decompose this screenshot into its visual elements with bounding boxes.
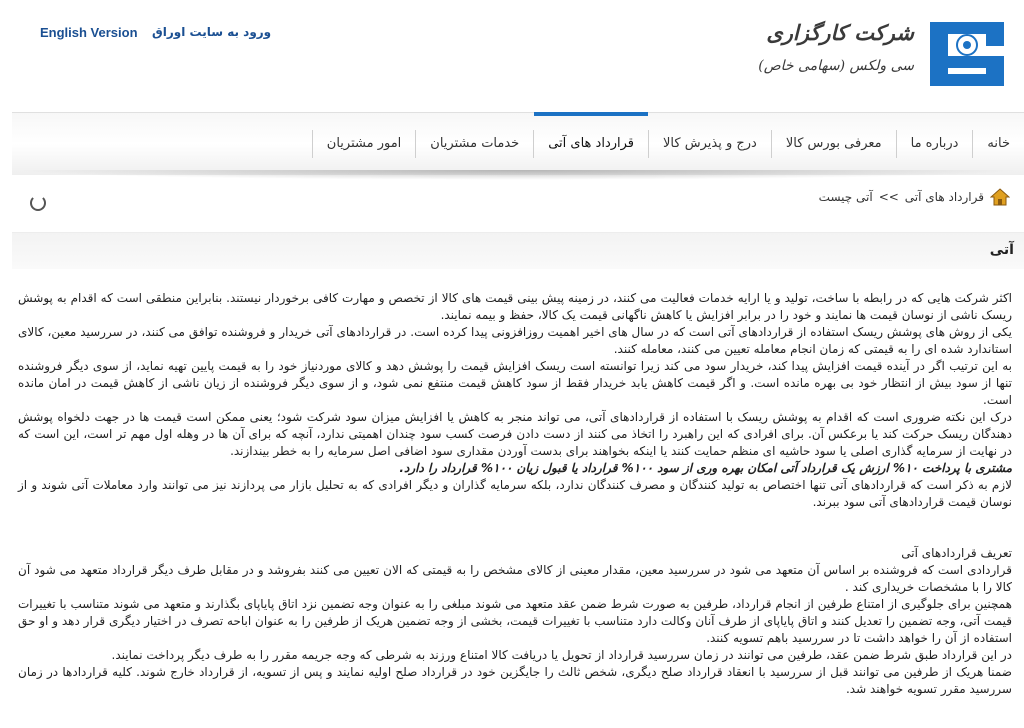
nav-shadow — [12, 170, 1024, 180]
brand-name: شرکت کارگزاری — [766, 20, 914, 45]
article-highlight: مشتری با پرداخت ۱۰% ارزش یک قرارداد آتی امکان بهره وری از سود ۱۰۰% قرارداد یا قبول زیان ۱۰۰% قرارداد را دارد. — [399, 461, 1012, 475]
definition-paragraph: قراردادی است که فروشنده بر اساس آن متعهد می شود در سررسید معین، مقدار معینی از کالای مشخص را به قیمتی که الان تعیین می کنند بفروشد و در مقابل طرف دیگر قرارداد متعهد می شود آن کالا را با مشخصات خریداری کند . — [18, 563, 1012, 594]
site-header — [0, 0, 1024, 112]
nav-items — [312, 113, 1024, 175]
nav-item-commodity-exchange[interactable]: معرفی بورس کالا — [785, 136, 882, 151]
definition-title: تعریف قراردادهای آتی — [901, 546, 1012, 560]
content-header — [12, 232, 1024, 269]
article-body — [18, 290, 1012, 698]
definition-paragraph: همچنین برای جلوگیری از امتناع طرفین از انجام قرارداد، طرفین به صورت شرط ضمن عقد متعهد می شوند مبلغی را به عنوان وجه تضمین نزد اتاق پایاپای بگذارند و متعهد می شوند متناسب با تغییرات قیمت آتی، وجه تضمین را تعدیل کنند و اتاق پایاپای از طرف آنان وکالت دارد متناسب با تغییرات قیمت، بخشی از وجه تضمین هریک از طرفین را به عنوان اباحه تصرف در اختیار دیگری قرار دهد و او حق استفاده از آن را خواهد داشت تا در سررسید باهم تسویه کنند. — [18, 597, 1012, 645]
definition-paragraph: در این قرارداد طبق شرط ضمن عقد، طرفین می توانند در زمان سررسید قرارداد از تحویل یا دریافت کالا امتناع ورزند به شرطی که وجه جریمه مقرر را به طرف دیگر پرداخت نمایند. — [111, 648, 1012, 662]
article-paragraph: به این ترتیب اگر در آینده قیمت افزایش پیدا کند، خریدار سود می کند زیرا توانسته است ریسک افزایش قیمت را پوشش دهد و کالای موردنیاز خود را به قیمت پایین تهیه نماید، از سوی دیگر فروشنده تنها از سود بیش از انتظار خود بی بهره مانده است. و اگر قیمت کاهش یابد خریدار فقط از سود کاهش قیمت منتفع نمی شود، و از سوی دیگر فروشنده از زیان ناشی از کاهش قیمت در امان مانده است. — [18, 359, 1012, 407]
portal-login-link[interactable]: ورود به سایت اوراق — [152, 25, 272, 39]
article-paragraph: لازم به ذکر است که قراردادهای آتی تنها اختصاص به تولید کنندگان و مصرف کنندگان ندارد، بلکه سرمایه گذاران و دیگر افرادی که به تحلیل بازار می پردازند نیز می توانند وارد معاملات آتی شوند و از نوسان قیمت قراردادهای آتی سود ببرند. — [18, 478, 1012, 509]
loading-spinner-icon — [30, 195, 46, 211]
page-title: آتی — [989, 242, 1014, 258]
breadcrumb — [819, 188, 1010, 206]
breadcrumb-parent[interactable]: قرارداد های آتی — [904, 190, 984, 204]
nav-item-home[interactable]: خانه — [987, 136, 1010, 151]
company-logo-icon[interactable] — [924, 16, 1010, 92]
article-paragraph: یکی از روش های پوشش ریسک استفاده از قراردادهای آتی است که در سال های اخیر اهمیت روزافزونی پیدا کرده است. در قراردادهای آتی خریدار و فروشنده توافق می کنند، در سررسید معین، کالای استاندارد شده ای را به قیمتی که زمان انجام معامله تعیین می کنند، معامله کنند. — [18, 325, 1012, 356]
nav-item-customer-services[interactable]: خدمات مشتریان — [430, 136, 520, 151]
nav-item-futures[interactable]: قرارداد های آتی — [534, 113, 648, 175]
definition-paragraph: ضمنا هریک از طرفین می توانند قبل از سررسید با انعقاد قرارداد صلح دیگری، شخص ثالث را جایگزین خود در قرارداد صلح اولیه نمایند و پس از تسویه، از قرارداد خارج شوند. کلیه قراردادها در زمان سررسید مقرر تسویه خواهند شد. — [18, 665, 1012, 696]
nav-item-listing[interactable]: درج و پذیرش کالا — [663, 136, 757, 151]
article-paragraph: درک این نکته ضروری است که اقدام به پوشش ریسک با استفاده از قراردادهای آتی، می تواند منجر به کاهش یا افزایش میزان سود شرکت شود؛ یعنی ممکن است قیمت ها در جهت دلخواه پوشش دهندگان ریسک حرکت کند یا برعکس آن. برای افرادی که این راهبرد را اتخاذ می کنند از دست دادن فرصت کسب سود چندان اهمیتی ندارد، آنچه که برای آن ها در وهله اول مهم تر است، این است که در نهایت از سرمایه گذاری اصلی یا سود حاشیه ای منظم حمایت کنند یا اینکه بخواهند برای بدست آوردن مقداری سود اضافی اصل سرمایه را به خطر بیندازند. — [18, 410, 1012, 458]
breadcrumb-separator: >> — [878, 190, 899, 204]
home-icon[interactable] — [990, 188, 1010, 206]
nav-item-about[interactable]: درباره ما — [910, 136, 959, 151]
spacer — [18, 511, 1012, 528]
brand-subtitle: سی ولکس (سهامی خاص) — [758, 58, 914, 74]
main-nav — [12, 112, 1024, 175]
spacer — [18, 528, 1012, 545]
english-version-link[interactable]: English Version — [40, 25, 138, 40]
nav-item-customer-affairs[interactable]: امور مشتریان — [326, 136, 402, 151]
breadcrumb-current: آتی چیست — [818, 190, 873, 204]
article-paragraph: اکثر شرکت هایی که در رابطه با ساخت، تولید و یا ارایه خدمات فعالیت می کنند، در زمینه پیش بینی قیمت های کالا از تخصص و مهارت کافی برخوردار نیستند. بنابراین منطقی است که اقدام به پوشش ریسک ناشی از نوسان قیمت ها نمایند و خود را در برابر افزایش یا کاهش ناگهانی قیمت یک کالا، حفظ و بیمه نمایند. — [18, 291, 1012, 322]
